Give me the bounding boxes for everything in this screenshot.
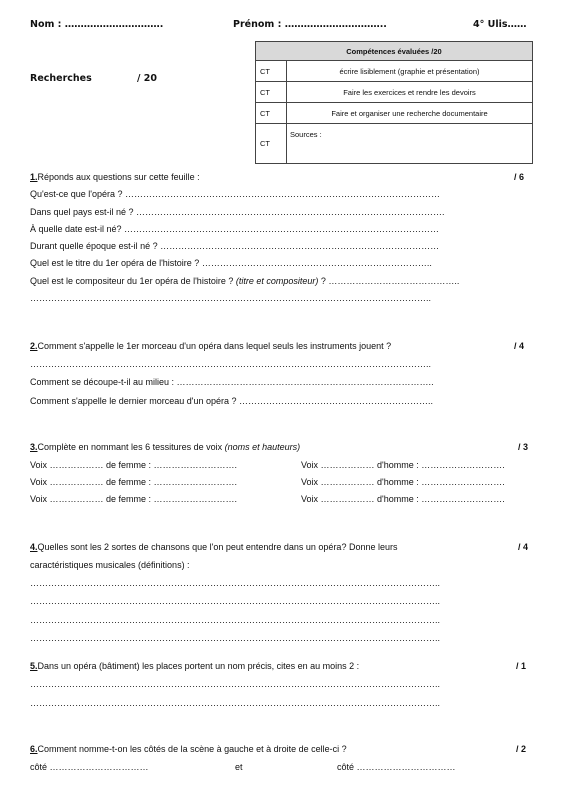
- q2-number: 2.: [30, 341, 38, 351]
- q3-title: [30, 442, 300, 453]
- q1-answer-line[interactable]: À quelle date est-il né? ……………………………………………………………………………………………: [30, 224, 440, 234]
- competence-code: CT: [256, 103, 287, 124]
- q3-voix-femme[interactable]: Voix ……………… de femme : ……………………….: [30, 494, 238, 504]
- q4-answer-dots[interactable]: ………………………………………………………………………………………………………………………..: [30, 578, 441, 588]
- competence-row: [256, 82, 533, 103]
- q1-number: 1.: [30, 172, 38, 182]
- q6-title-text: Comment nomme-t-on les côtés de la scène à gauche et à droite de celle-ci ?: [37, 744, 347, 754]
- competence-code: CT: [256, 61, 287, 82]
- q6-title: [30, 744, 347, 755]
- q4-answer-dots[interactable]: ………………………………………………………………………………………………………………………..: [30, 596, 441, 606]
- q1-last-prefix: Quel est le compositeur du 1er opéra de l'histoire ?: [30, 276, 236, 286]
- q4-answer-dots[interactable]: ………………………………………………………………………………………………………………………..: [30, 615, 441, 625]
- competence-text: Faire les exercices et rendre les devoirs: [287, 82, 533, 103]
- recherches-score: / 20: [137, 73, 157, 84]
- competence-row-sources: [256, 124, 533, 164]
- q5-answer-dots[interactable]: ………………………………………………………………………………………………………………………..: [30, 679, 441, 689]
- q6-cote-gauche[interactable]: côté ……………………………: [30, 762, 149, 772]
- q1-answer-dots[interactable]: ……………………………………………………………………………………………………………………..: [30, 293, 432, 303]
- q5-title-text: Dans un opéra (bâtiment) les places portent un nom précis, cites en au moins 2 :: [37, 661, 360, 671]
- q2-title: [30, 341, 391, 352]
- nom-field[interactable]: Nom : ………………………….: [30, 19, 164, 30]
- q1-answer-line[interactable]: Dans quel pays est-il né ? ………………………………………………………………………………………….: [30, 207, 445, 217]
- competence-row: [256, 61, 533, 82]
- q1-answer-line[interactable]: Qu'est-ce que l'opéra ? ……………………………………………………………………………………………: [30, 189, 440, 199]
- q4-title-text: Quelles sont les 2 sortes de chansons que l'on peut entendre dans un opéra? Donne leurs: [37, 542, 398, 552]
- q4-number: 4.: [30, 542, 38, 552]
- prenom-field[interactable]: Prénom : …………………………..: [233, 19, 387, 30]
- q1-title-text: Réponds aux questions sur cette feuille :: [37, 172, 200, 182]
- q3-voix-femme[interactable]: Voix ……………… de femme : ……………………….: [30, 460, 238, 470]
- q3-voix-homme[interactable]: Voix ……………… d'homme : ……………………….: [301, 494, 505, 504]
- q3-voix-homme[interactable]: Voix ……………… d'homme : ……………………….: [301, 460, 505, 470]
- q4-title: [30, 542, 397, 553]
- q5-number: 5.: [30, 661, 38, 671]
- q3-voix-homme[interactable]: Voix ……………… d'homme : ……………………….: [301, 477, 505, 487]
- competences-table: [255, 41, 533, 164]
- q2-answer-line[interactable]: Comment s'appelle le dernier morceau d'un opéra ? ………………………………………………………..: [30, 396, 434, 406]
- competences-title: Compétences évaluées /20: [256, 42, 533, 61]
- q1-answer-line[interactable]: Durant quelle époque est-il né ? …………………………………………………………………………………: [30, 241, 440, 251]
- q2-answer-dots[interactable]: ……………………………………………………………………………………………………………………..: [30, 359, 432, 369]
- q1-title: [30, 172, 200, 183]
- q2-answer-line[interactable]: Comment se découpe-t-il au milieu : …………………………………………………………………………..: [30, 377, 434, 387]
- q3-title-text: Complète en nommant les 6 tessitures de voix: [37, 442, 225, 452]
- q2-title-text: Comment s'appelle le 1er morceau d'un opéra dans lequel seuls les instruments jouent ?: [37, 341, 392, 351]
- q4-title-continued: caractéristiques musicales (définitions) :: [30, 560, 190, 570]
- competence-text: écrire lisiblement (graphie et présentation): [287, 61, 533, 82]
- q3-title-italic: (noms et hauteurs): [224, 442, 301, 452]
- q5-score: / 1: [516, 661, 527, 671]
- q3-number: 3.: [30, 442, 38, 452]
- q6-score: / 2: [516, 744, 527, 754]
- q6-number: 6.: [30, 744, 38, 754]
- q6-et: et: [235, 762, 243, 772]
- q3-voix-femme[interactable]: Voix ……………… de femme : ……………………….: [30, 477, 238, 487]
- recherches-label: Recherches: [30, 73, 92, 84]
- q2-score: / 4: [514, 341, 525, 351]
- competence-text: Faire et organiser une recherche documentaire: [287, 103, 533, 124]
- q1-last-suffix: ? ……………………………………..: [318, 276, 460, 286]
- q1-last-italic: (titre et compositeur): [235, 276, 319, 286]
- competence-row: [256, 103, 533, 124]
- q3-score: / 3: [518, 442, 529, 452]
- q4-score: / 4: [518, 542, 529, 552]
- classe-label: 4° Ulis……: [473, 19, 527, 30]
- q5-answer-dots[interactable]: ………………………………………………………………………………………………………………………..: [30, 698, 441, 708]
- q1-answer-line[interactable]: Quel est le titre du 1er opéra de l'histoire ? …………………………………………………………………..: [30, 258, 432, 268]
- competence-code: CT: [256, 124, 287, 164]
- competence-code: CT: [256, 82, 287, 103]
- q1-score: / 6: [514, 172, 525, 182]
- q6-cote-droite[interactable]: côté ……………………………: [337, 762, 456, 772]
- q5-title: [30, 661, 359, 672]
- sources-field[interactable]: Sources :: [287, 124, 533, 164]
- q1-answer-line-compositeur[interactable]: [30, 276, 459, 287]
- q4-answer-dots[interactable]: ………………………………………………………………………………………………………………………..: [30, 633, 441, 643]
